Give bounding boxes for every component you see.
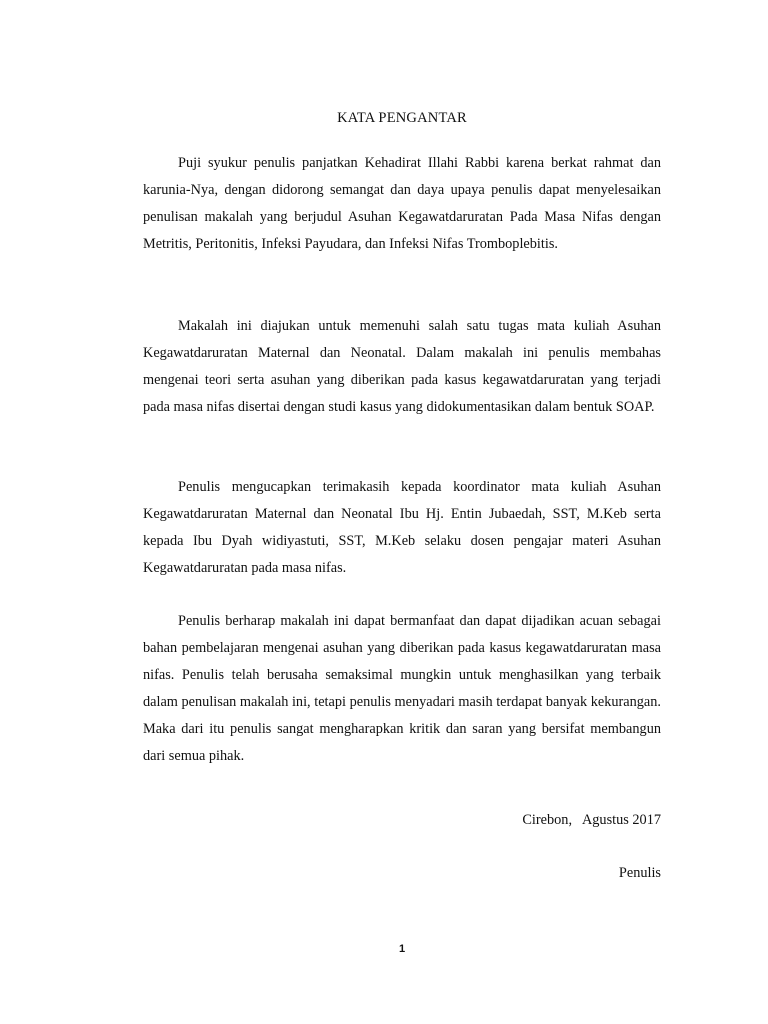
place-date: Cirebon, Agustus 2017 (522, 812, 661, 828)
page-title: KATA PENGANTAR (337, 110, 467, 126)
paragraph-4: Penulis berharap makalah ini dapat bermanfaat dan dapat dijadikan acuan sebagai bahan pembelajaran mengenai asuhan yang diberikan pada kasus kegawatdaruratan masa nifas. Penulis telah berusaha semaksimal mungkin untuk menghasilkan yang terbaik dalam penulisan makalah ini, tetapi penulis menyadari masih terdapat banyak kekurangan. Maka dari itu penulis sangat mengharapkan kritik dan saran yang bersifat membangun dari semua pihak. (143, 613, 661, 764)
page-number: 1 (398, 943, 406, 955)
author-signature: Penulis (618, 865, 661, 881)
paragraph-1: Puji syukur penulis panjatkan Kehadirat Illahi Rabbi karena berkat rahmat dan karunia-Nya, dengan didorong semangat dan daya upaya penulis dapat menyelesaikan penulisan makalah yang berjudul Asuhan Kegawatdaruratan Pada Masa Nifas dengan Metritis, Peritonitis, Infeksi Payudara, dan Infeksi Nifas Tromboplebitis. (143, 155, 661, 252)
paragraph-3: Penulis mengucapkan terimakasih kepada koordinator mata kuliah Asuhan Kegawatdaruratan Maternal dan Neonatal Ibu Hj. Entin Jubaedah, SST, M.Keb serta kepada Ibu Dyah widiyastuti, SST, M.Keb selaku dosen pengajar materi Asuhan Kegawatdaruratan pada masa nifas. (143, 479, 661, 576)
paragraph-2: Makalah ini diajukan untuk memenuhi salah satu tugas mata kuliah Asuhan Kegawatdaruratan Maternal dan Neonatal. Dalam makalah ini penulis membahas mengenai teori serta asuhan yang diberikan pada kasus kegawatdaruratan yang terjadi pada masa nifas disertai dengan studi kasus yang didokumentasikan dalam bentuk SOAP. (143, 318, 661, 415)
